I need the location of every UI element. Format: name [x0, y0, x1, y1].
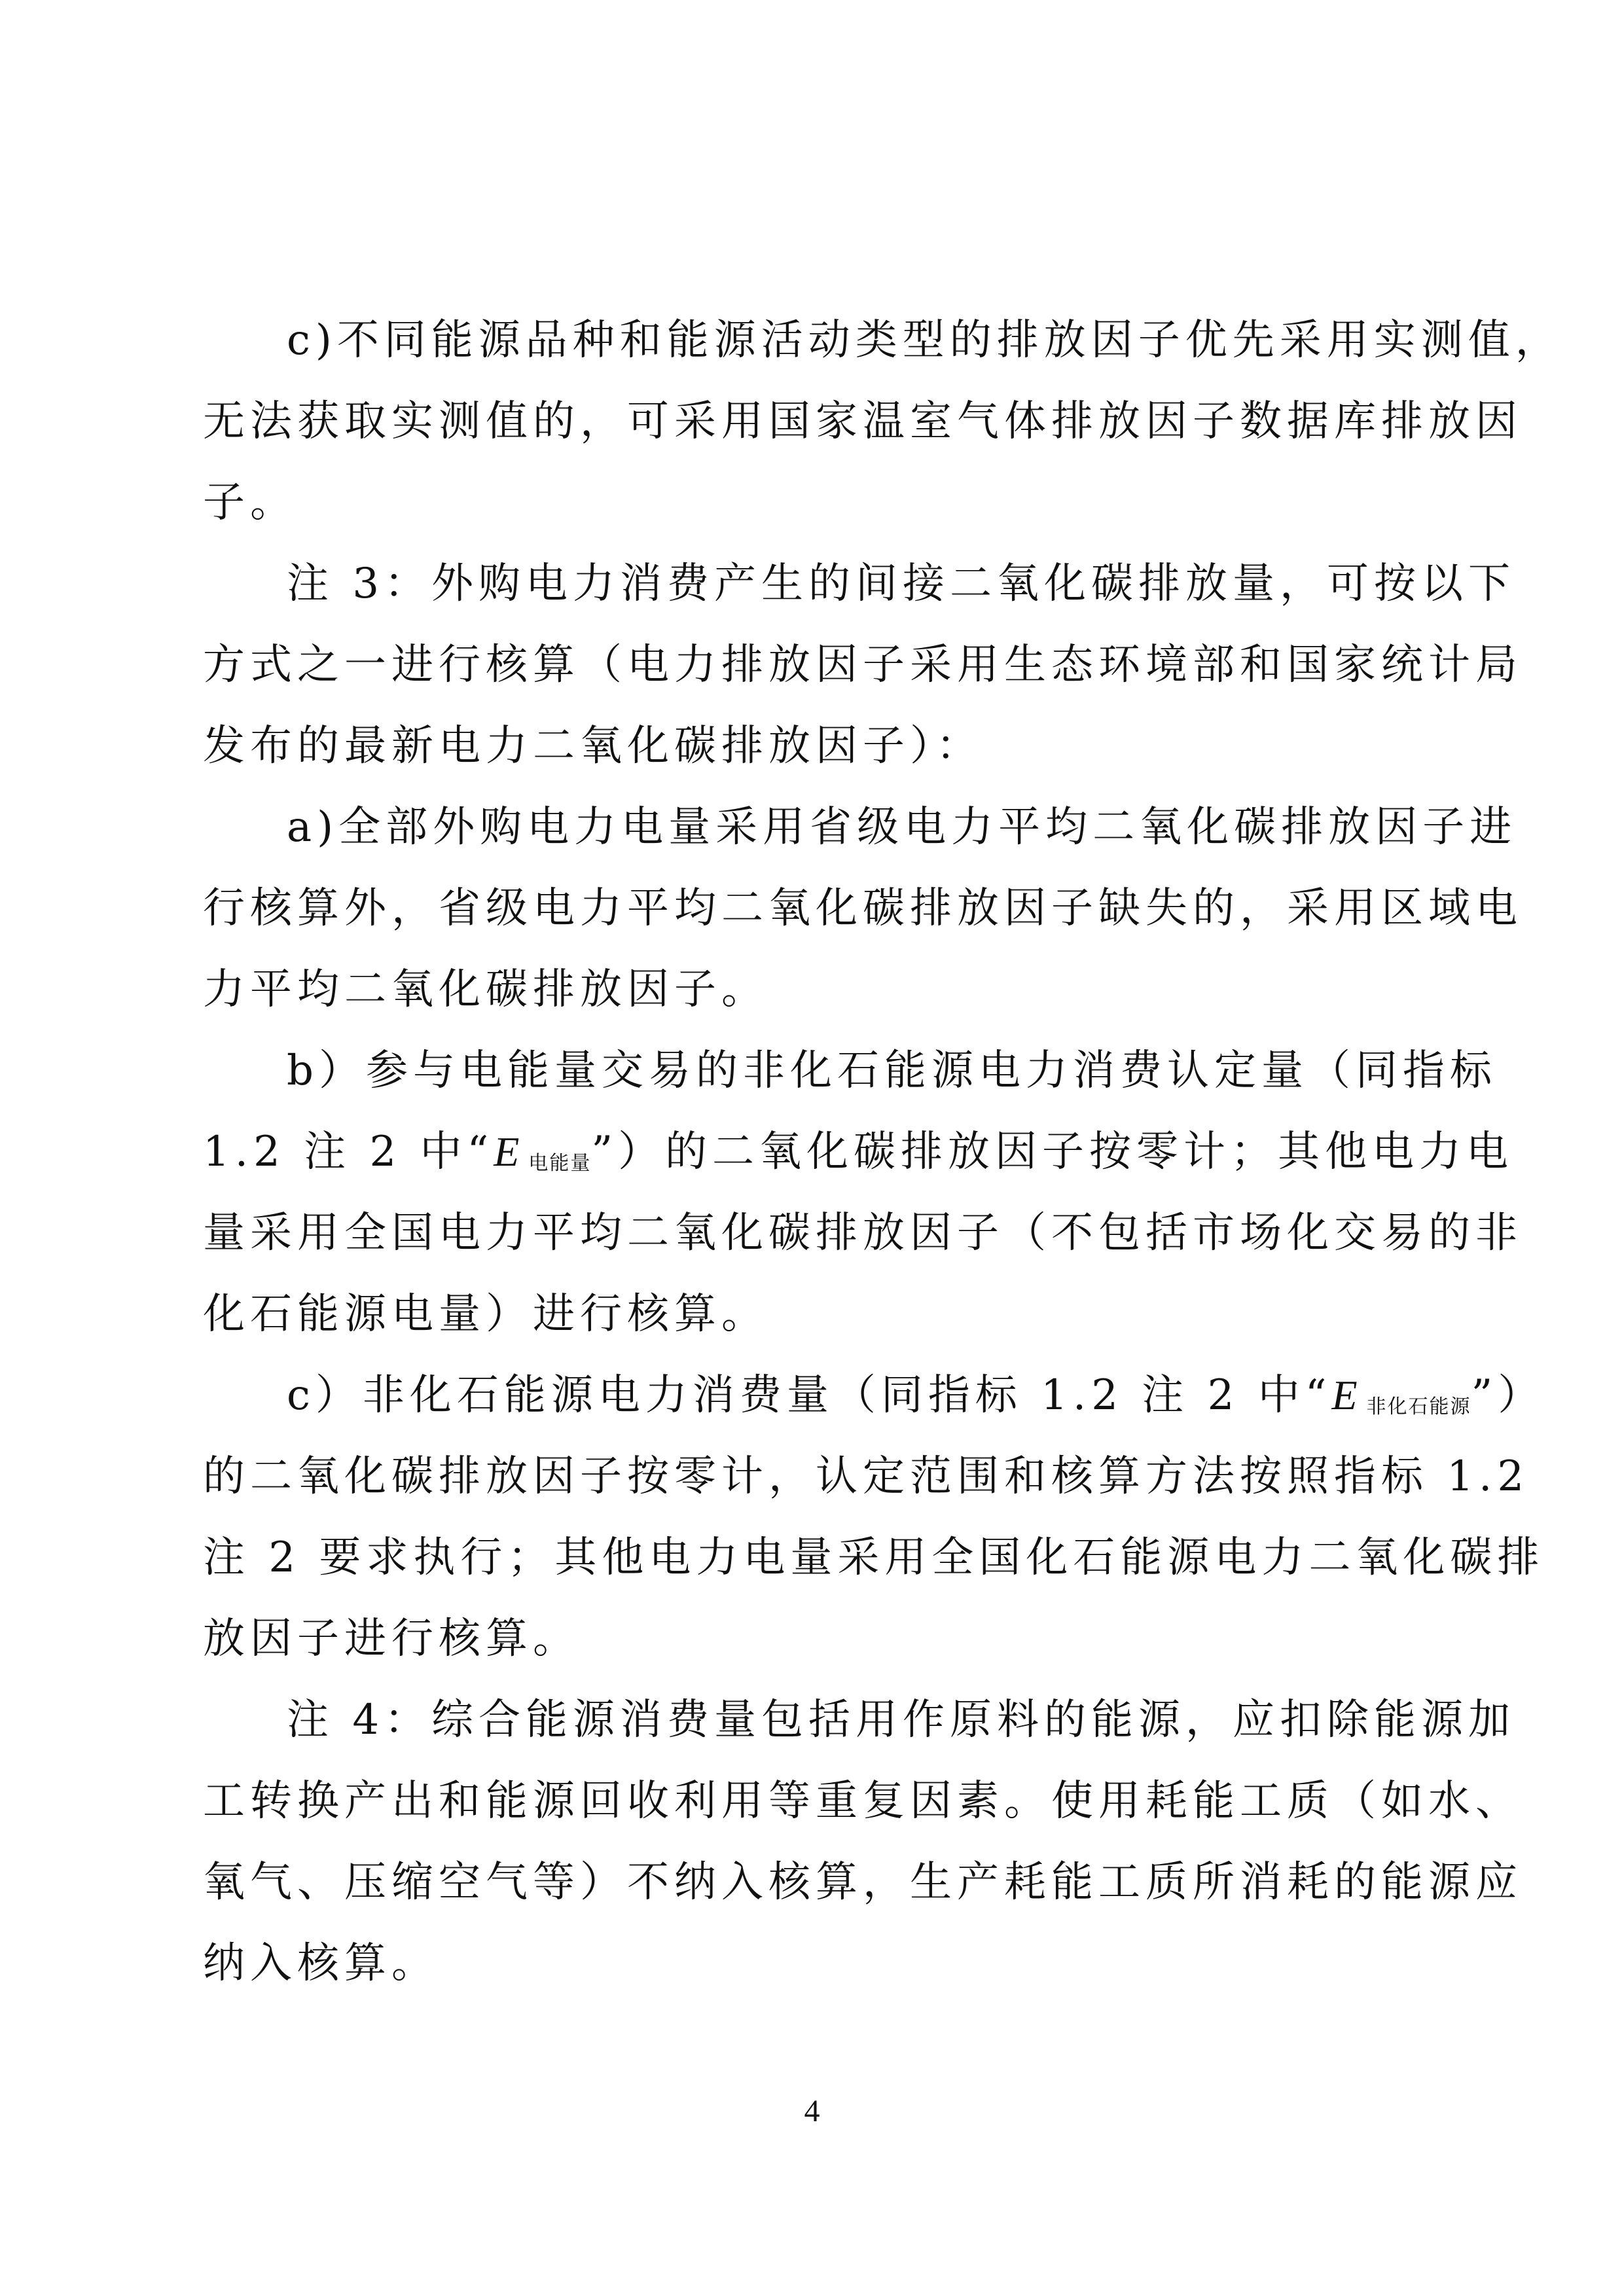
energy-variable: E — [494, 1128, 525, 1175]
note-3-line-3: 发布的最新电力二氧化碳排放因子）： — [203, 722, 983, 770]
note-3-c-line-4: 放因子进行核算。 — [203, 1615, 580, 1663]
energy-variable-subscript: 电能量 — [528, 1152, 592, 1175]
energy-variable: E — [1331, 1372, 1363, 1418]
note-3-b-line-2-before: 1.2 注 2 中“ — [203, 1128, 494, 1176]
note-3-line-1: 注 3：外购电力消费产生的间接二氧化碳排放量，可按以下 — [287, 560, 1516, 608]
energy-variable-subscript: 非化石能源 — [1366, 1395, 1471, 1418]
note-3-b-line-3: 量采用全国电力平均二氧化碳排放因子（不包括市场化交易的非 — [203, 1209, 1523, 1257]
note-4-line-4: 纳入核算。 — [203, 1939, 439, 1988]
note-3-line-2: 方式之一进行核算（电力排放因子采用生态环境部和国家统计局 — [203, 641, 1523, 689]
note-3-a-line-1: a)全部外购电力电量采用省级电力平均二氧化碳排放因子进 — [287, 803, 1517, 852]
note-3-c-line-1-after: ”） — [1471, 1371, 1545, 1420]
note-3-b-line-2-after: ”）的二氧化碳排放因子按零计；其他电力电 — [591, 1128, 1514, 1176]
note-3-b-line-1: b）参与电能量交易的非化石能源电力消费认定量（同指标 — [287, 1047, 1497, 1095]
note-3-c-line-1 — [287, 1369, 1545, 1422]
note-4-line-2: 工转换产出和能源回收利用等重复因素。使用耗能工质（如水、 — [203, 1777, 1523, 1825]
paragraph-c-line-2: 无法获取实测值的，可采用国家温室气体排放因子数据库排放因 — [203, 397, 1523, 446]
note-3-c-line-1-before: c）非化石能源电力消费量（同指标 1.2 注 2 中“ — [287, 1371, 1332, 1420]
note-4-line-3: 氧气、压缩空气等）不纳入核算，生产耗能工质所消耗的能源应 — [203, 1858, 1523, 1907]
note-3-a-line-2: 行核算外，省级电力平均二氧化碳排放因子缺失的，采用区域电 — [203, 884, 1523, 933]
note-3-c-line-2: 的二氧化碳排放因子按零计，认定范围和核算方法按照指标 1.2 — [203, 1452, 1530, 1501]
page-number: 4 — [804, 2094, 820, 2128]
note-3-a-line-3: 力平均二氧化碳排放因子。 — [203, 965, 768, 1014]
note-3-b-line-2 — [203, 1126, 1514, 1178]
note-3-b-line-4: 化石能源电量）进行核算。 — [203, 1290, 768, 1338]
note-3-c-line-3: 注 2 要求执行；其他电力电量采用全国化石能源电力二氧化碳排 — [203, 1534, 1545, 1582]
paragraph-c-line-1: c)不同能源品种和能源活动类型的排放因子优先采用实测值， — [287, 316, 1562, 365]
paragraph-c-line-3: 子。 — [203, 478, 297, 527]
note-4-line-1: 注 4：综合能源消费量包括用作原料的能源，应扣除能源加 — [287, 1696, 1516, 1744]
